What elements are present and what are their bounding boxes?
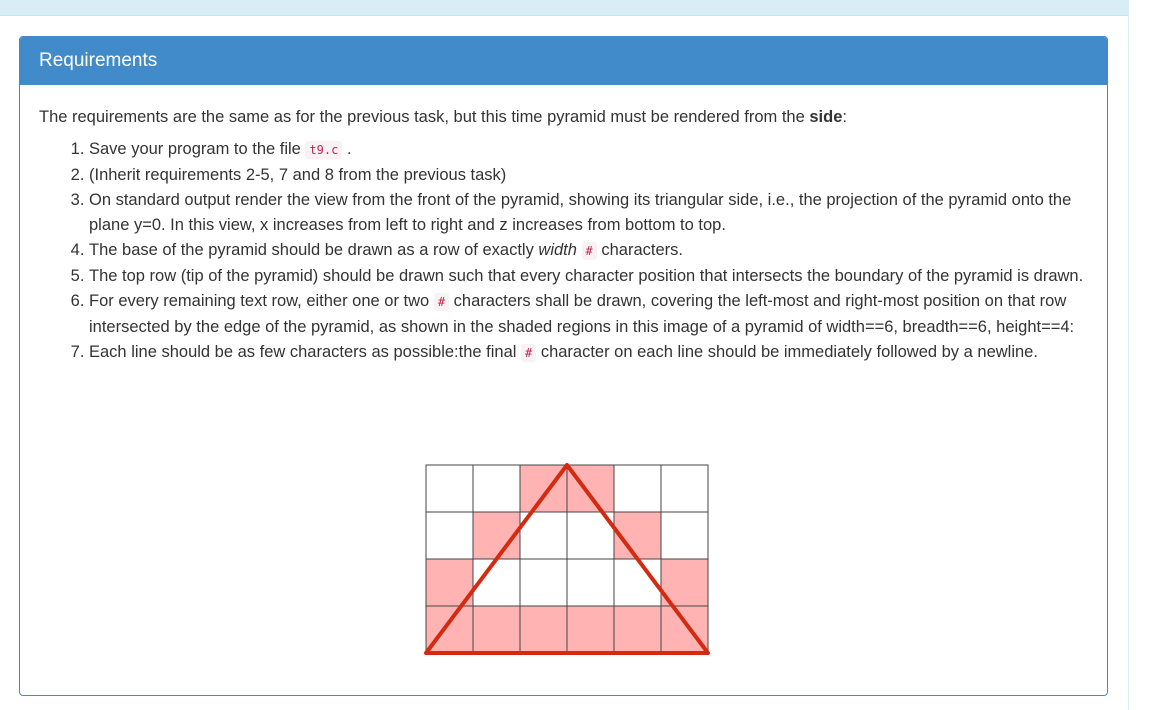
- requirements-panel: [19, 36, 1108, 696]
- req-1-post: .: [342, 140, 352, 158]
- req-6-post: characters shall be drawn, covering the left-most and right-most position on that row intersected by the edge of the pyramid, as shown in the shaded regions in this image of a pyramid of width==6, breadth==6, height==4:: [89, 292, 1075, 336]
- width-em: width: [538, 241, 577, 259]
- shaded-cell: [473, 606, 520, 653]
- grid-cell: [520, 559, 567, 606]
- hash-code: #: [582, 242, 597, 260]
- requirement-item-7: [89, 340, 1088, 366]
- req-4-post: characters.: [596, 241, 683, 259]
- requirement-item-2: 2. (Inherit requirements 2-5, 7 and 8 from the previous task): [89, 163, 1088, 188]
- shaded-cell: [614, 606, 661, 653]
- requirement-item-3: 3. On standard output render the view from the front of the pyramid, showing its triangular side, i.e., the projection of the pyramid onto the plane y=0. In this view, x increases from left to right and z increases from bottom to top.: [89, 188, 1088, 238]
- grid-cell: [426, 512, 473, 559]
- intro-bold: side: [809, 108, 843, 126]
- panel-body: [20, 85, 1107, 366]
- grid-cell: [661, 465, 708, 512]
- hash-code: #: [521, 344, 536, 362]
- req-6-text: For every remaining text row, either one or two: [89, 292, 434, 310]
- intro-text: The requirements are the same as for the previous task, but this time pyramid must be rendered from the: [39, 108, 810, 126]
- right-divider: [1128, 0, 1129, 710]
- pyramid-diagram: [424, 463, 714, 659]
- req-4-text: The base of the pyramid should be drawn as a row of exactly: [89, 241, 539, 259]
- requirement-item-1: [89, 137, 1088, 163]
- req-1-text: Save your program to the file: [89, 140, 306, 158]
- grid-cell: [473, 465, 520, 512]
- grid-cell: [426, 465, 473, 512]
- filename-code: t9.c: [305, 141, 342, 159]
- grid-cell: [661, 512, 708, 559]
- req-7-post: character on each line should be immediately followed by a newline.: [536, 343, 1038, 361]
- intro-paragraph: [39, 105, 1088, 130]
- requirement-item-5: 5. The top row (tip of the pyramid) should be drawn such that every character position that intersects the boundary of the pyramid is drawn.: [89, 264, 1088, 289]
- panel-title: Requirements: [20, 37, 1107, 85]
- req-7-text: Each line should be as few characters as possible:the final: [89, 343, 521, 361]
- requirements-list: [39, 137, 1088, 366]
- hash-code: #: [434, 293, 449, 311]
- top-strip: [0, 0, 1128, 16]
- shaded-cell: [567, 606, 614, 653]
- shaded-cell: [520, 606, 567, 653]
- intro-end: :: [842, 108, 847, 126]
- grid-cell: [614, 465, 661, 512]
- grid-cell: [567, 559, 614, 606]
- requirement-item-4: [89, 238, 1088, 264]
- requirement-item-6: [89, 289, 1088, 340]
